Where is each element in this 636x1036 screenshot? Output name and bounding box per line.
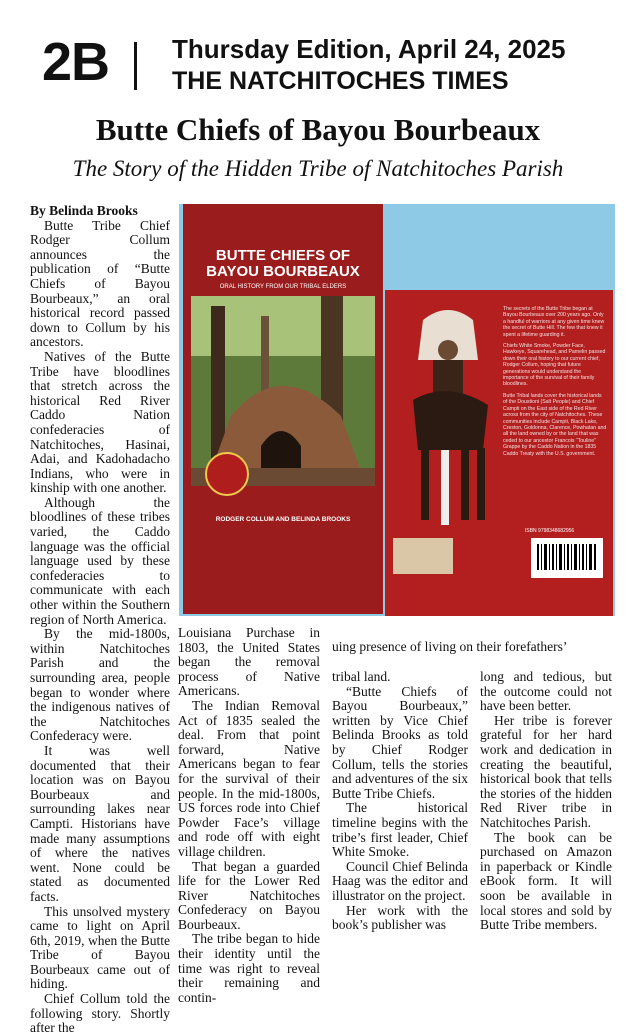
paragraph: By the mid-1800s, within Natchitoches Parish and the surrounding area, people began to wonder where the indigenous natives of the Natchitoches Confederacy were.	[30, 626, 170, 744]
book-back-cover	[385, 290, 613, 616]
book-title-line-1: BUTTE CHIEFS OF	[215, 247, 351, 264]
isbn-label: ISBN 9798348682956	[525, 528, 575, 534]
paragraph: The book can be purchased on Amazon in paperback or Kindle eBook form. It will soon be available in local stores and sold by Butte Tribe members.	[480, 829, 612, 933]
paragraph: That began a guarded life for the Lower Red River Natchitoches Confederacy on Bayou Bourbeaux.	[178, 858, 320, 932]
paragraph: Her tribe is forever grateful for her hard work and dedication in creating the beautiful, historical book that tells the stories of the hidden Red River tribe in Natchitoches Parish.	[480, 712, 612, 830]
paragraph: tribal land.	[332, 669, 391, 684]
paragraph: long and tedious, but the outcome could not have been better.	[480, 669, 612, 714]
article-column-2	[178, 626, 320, 1005]
article-headline: Butte Chiefs of Bayou Bourbeaux	[95, 112, 541, 147]
paragraph: Butte Tribe Chief Rodger Collum announces the publication of “Butte Chiefs of Bayou Bourbeaux,” an oral historical record passed down to Collum by his ancestors.	[30, 217, 170, 350]
paragraph: Although the bloodlines of these tribes varied, the Caddo language was the official language used by these confederacies to communicate with each other within the Southern region of North America.	[30, 494, 170, 627]
book-subtitle: ORAL HISTORY FROM OUR TRIBAL ELDERS	[219, 284, 347, 290]
edition-date: Thursday Edition, April 24, 2025	[172, 34, 566, 64]
book-title-line-2: BAYOU BOURBEAUX	[206, 263, 360, 280]
book-cover-image	[179, 204, 615, 616]
paragraph: Natives of the Butte Tribe have bloodlines that stretch across the historical Red River Caddo Nation confederacies of Natchitoches, Hasinai, Adai, and Kadohadacho Indians, who were in kinship with one another.	[30, 348, 170, 496]
paragraph: It was well documented that their location was on Bayou Bourbeaux and surrounding lakes near Campti. Historians have made many assumptions of where the natives went. None could be stated as documented facts.	[30, 742, 170, 904]
book-front-cover	[183, 204, 383, 614]
article-column-1	[30, 204, 170, 1036]
book-back-description	[503, 306, 607, 462]
page-number: 2B	[42, 32, 110, 92]
horse-rider-illustration	[393, 300, 503, 530]
back-paragraph: Butte Tribal lands cover the historical lands of the Doustioni (Salt People) and Chief Campti on the East side of the Red River across from the city of Natchitoches. These communities include Campti, Black Lake, Creston, Goldonna, Clarence, Powhatan and all the land owned by or the land that was ceded to our ancestor Francois “Touline” Grappe by the Caddo Nation in the 1835 Caddo Treaty with the U.S. government.	[503, 392, 607, 457]
back-paragraph: The secrets of the Butte Tribe began at Bayou Bourbeaux over 200 years ago. Only a handful of warriors at any given time knew the secret of Butte Hill. The few that knew it spent a lifetime guarding it.	[503, 306, 605, 338]
paragraph: This unsolved mystery came to light on April 6th, 2019, when the Butte Tribe of Bayou Bourbeaux came out of hiding.	[30, 903, 170, 992]
newspaper-name: THE NATCHITOCHES TIMES	[172, 67, 509, 95]
article-column-4	[480, 670, 612, 933]
paragraph: The historical timeline begins with the tribe’s first leader, Chief White Smoke.	[332, 800, 468, 860]
tribe-seal-icon	[205, 452, 249, 496]
paragraph: “Butte Chiefs of Bayou Bourbeaux,” written by Vice Chief Belinda Brooks as told by Chief Rodger Collum, tells the stories and adventures of the six Butte Tribe Chiefs.	[332, 683, 468, 801]
back-paragraph: Chiefs White Smoke, Powder Face, Hawkeye, Squarehead, and Pamelin passed down their oral history to our current chief, Rodger Collum, hoping that future generations would understand the importance of the survival of their family bloodlines.	[503, 343, 606, 388]
paragraph: Council Chief Belinda Haag was the editor and illustrator on the project.	[332, 858, 468, 903]
barcode-icon	[531, 538, 603, 578]
paragraph-continuation: uing presence of living on their forefathers’	[332, 639, 568, 654]
paragraph: The Indian Removal Act of 1835 sealed the deal. From that point forward, Native Americans began to fear for the survival of their people. In the mid-1800s, US forces rode into Chief Powder Face’s village and rode off with eight village children.	[178, 697, 320, 859]
book-title	[183, 248, 383, 280]
paragraph: Chief Collum told the following story. Shortly after the	[30, 991, 170, 1036]
paragraph: Her work with the book’s publisher was	[332, 902, 468, 933]
book-authors: RODGER COLLUM AND BELINDA BROOKS	[215, 516, 351, 523]
article-subheadline: The Story of the Hidden Tribe of Natchitoches Parish	[72, 156, 564, 181]
paragraph: The tribe began to hide their identity until the time was right to reveal their remaining and contin-	[178, 931, 320, 1005]
byline: By Belinda Brooks	[30, 203, 138, 218]
paragraph: Louisiana Purchase in 1803, the United States began the removal process of Native Americans.	[178, 625, 320, 699]
masthead-divider	[134, 42, 137, 90]
author-photos	[393, 538, 453, 574]
